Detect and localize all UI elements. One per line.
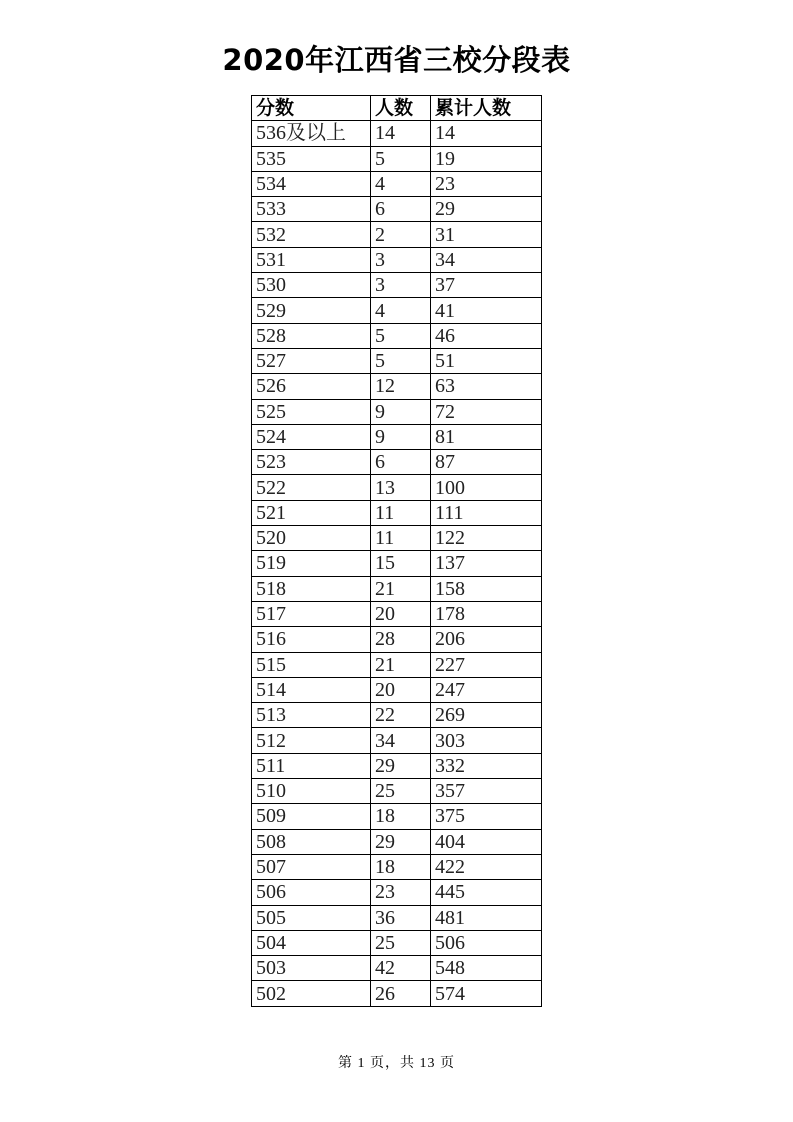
cell-count: 6 — [371, 197, 431, 222]
table-row — [252, 526, 542, 551]
cell-count: 6 — [371, 450, 431, 475]
cell-score: 517 — [252, 601, 371, 626]
cell-score: 514 — [252, 677, 371, 702]
table-row — [252, 829, 542, 854]
cell-cumulative: 269 — [431, 703, 542, 728]
table-row — [252, 121, 542, 146]
cell-cumulative: 574 — [431, 981, 542, 1006]
cell-score: 518 — [252, 576, 371, 601]
table-row — [252, 374, 542, 399]
table-row — [252, 981, 542, 1006]
table-row — [252, 171, 542, 196]
table-row — [252, 222, 542, 247]
table-row — [252, 677, 542, 702]
cell-count: 2 — [371, 222, 431, 247]
cell-score: 531 — [252, 247, 371, 272]
cell-cumulative: 31 — [431, 222, 542, 247]
cell-count: 29 — [371, 829, 431, 854]
table-row — [252, 298, 542, 323]
table-row — [252, 323, 542, 348]
cell-score: 522 — [252, 475, 371, 500]
cell-cumulative: 81 — [431, 424, 542, 449]
cell-count: 26 — [371, 981, 431, 1006]
cell-cumulative: 19 — [431, 146, 542, 171]
cell-cumulative: 206 — [431, 627, 542, 652]
cell-count: 25 — [371, 779, 431, 804]
cell-score: 513 — [252, 703, 371, 728]
cell-count: 15 — [371, 551, 431, 576]
table-row — [252, 880, 542, 905]
cell-count: 11 — [371, 500, 431, 525]
cell-count: 5 — [371, 348, 431, 373]
cell-count: 14 — [371, 121, 431, 146]
cell-count: 25 — [371, 930, 431, 955]
table-row — [252, 348, 542, 373]
table-row — [252, 399, 542, 424]
cell-cumulative: 227 — [431, 652, 542, 677]
cell-score: 523 — [252, 450, 371, 475]
cell-cumulative: 23 — [431, 171, 542, 196]
table-row — [252, 601, 542, 626]
cell-cumulative: 506 — [431, 930, 542, 955]
cell-score: 504 — [252, 930, 371, 955]
cell-score: 502 — [252, 981, 371, 1006]
cell-count: 11 — [371, 526, 431, 551]
cell-cumulative: 357 — [431, 779, 542, 804]
cell-cumulative: 111 — [431, 500, 542, 525]
cell-cumulative: 303 — [431, 728, 542, 753]
table-row — [252, 576, 542, 601]
cell-cumulative: 87 — [431, 450, 542, 475]
cell-score: 536及以上 — [252, 121, 371, 146]
cell-cumulative: 158 — [431, 576, 542, 601]
cell-cumulative: 72 — [431, 399, 542, 424]
cell-count: 4 — [371, 171, 431, 196]
table-row — [252, 551, 542, 576]
cell-score: 527 — [252, 348, 371, 373]
cell-count: 18 — [371, 804, 431, 829]
cell-count: 12 — [371, 374, 431, 399]
cell-score: 528 — [252, 323, 371, 348]
table-row — [252, 703, 542, 728]
table-header-row — [252, 96, 542, 121]
cell-score: 511 — [252, 753, 371, 778]
cell-count: 21 — [371, 576, 431, 601]
cell-cumulative: 29 — [431, 197, 542, 222]
table-row — [252, 450, 542, 475]
table-row — [252, 753, 542, 778]
table-row — [252, 146, 542, 171]
cell-count: 42 — [371, 956, 431, 981]
cell-score: 534 — [252, 171, 371, 196]
cell-count: 22 — [371, 703, 431, 728]
cell-score: 535 — [252, 146, 371, 171]
header-cumulative: 累计人数 — [431, 96, 542, 121]
cell-score: 521 — [252, 500, 371, 525]
cell-count: 20 — [371, 677, 431, 702]
cell-score: 507 — [252, 854, 371, 879]
table-row — [252, 500, 542, 525]
cell-count: 9 — [371, 424, 431, 449]
cell-score: 503 — [252, 956, 371, 981]
table-row — [252, 804, 542, 829]
table-row — [252, 475, 542, 500]
cell-cumulative: 46 — [431, 323, 542, 348]
cell-count: 5 — [371, 323, 431, 348]
cell-score: 520 — [252, 526, 371, 551]
table-body — [252, 121, 542, 1006]
cell-score: 515 — [252, 652, 371, 677]
cell-score: 508 — [252, 829, 371, 854]
cell-score: 509 — [252, 804, 371, 829]
table-row — [252, 247, 542, 272]
cell-count: 23 — [371, 880, 431, 905]
cell-score: 505 — [252, 905, 371, 930]
cell-cumulative: 548 — [431, 956, 542, 981]
table-row — [252, 627, 542, 652]
cell-count: 5 — [371, 146, 431, 171]
cell-cumulative: 100 — [431, 475, 542, 500]
cell-cumulative: 51 — [431, 348, 542, 373]
cell-score: 519 — [252, 551, 371, 576]
cell-cumulative: 137 — [431, 551, 542, 576]
table-row — [252, 779, 542, 804]
cell-cumulative: 34 — [431, 247, 542, 272]
cell-count: 18 — [371, 854, 431, 879]
cell-score: 516 — [252, 627, 371, 652]
header-count: 人数 — [371, 96, 431, 121]
cell-cumulative: 178 — [431, 601, 542, 626]
cell-score: 532 — [252, 222, 371, 247]
cell-cumulative: 14 — [431, 121, 542, 146]
page-title: 2020年江西省三校分段表 — [222, 43, 571, 77]
table-row — [252, 197, 542, 222]
score-distribution-table — [251, 95, 542, 1007]
cell-score: 525 — [252, 399, 371, 424]
cell-score: 510 — [252, 779, 371, 804]
header-score: 分数 — [252, 96, 371, 121]
cell-count: 3 — [371, 247, 431, 272]
cell-score: 524 — [252, 424, 371, 449]
table-row — [252, 956, 542, 981]
cell-cumulative: 481 — [431, 905, 542, 930]
cell-cumulative: 41 — [431, 298, 542, 323]
cell-score: 512 — [252, 728, 371, 753]
table-row — [252, 273, 542, 298]
cell-count: 36 — [371, 905, 431, 930]
cell-count: 3 — [371, 273, 431, 298]
cell-count: 29 — [371, 753, 431, 778]
table-row — [252, 905, 542, 930]
cell-cumulative: 445 — [431, 880, 542, 905]
table-row — [252, 854, 542, 879]
cell-cumulative: 247 — [431, 677, 542, 702]
cell-count: 34 — [371, 728, 431, 753]
cell-cumulative: 37 — [431, 273, 542, 298]
table-row — [252, 424, 542, 449]
cell-score: 529 — [252, 298, 371, 323]
cell-cumulative: 404 — [431, 829, 542, 854]
cell-count: 21 — [371, 652, 431, 677]
cell-cumulative: 375 — [431, 804, 542, 829]
cell-score: 526 — [252, 374, 371, 399]
table-row — [252, 652, 542, 677]
cell-count: 28 — [371, 627, 431, 652]
cell-score: 530 — [252, 273, 371, 298]
cell-cumulative: 122 — [431, 526, 542, 551]
cell-count: 9 — [371, 399, 431, 424]
cell-cumulative: 63 — [431, 374, 542, 399]
cell-score: 506 — [252, 880, 371, 905]
cell-count: 20 — [371, 601, 431, 626]
table-row — [252, 728, 542, 753]
page-footer: 第 1 页，共 13 页 — [338, 1056, 455, 1071]
cell-score: 533 — [252, 197, 371, 222]
cell-count: 4 — [371, 298, 431, 323]
cell-count: 13 — [371, 475, 431, 500]
table-row — [252, 930, 542, 955]
cell-cumulative: 422 — [431, 854, 542, 879]
cell-cumulative: 332 — [431, 753, 542, 778]
